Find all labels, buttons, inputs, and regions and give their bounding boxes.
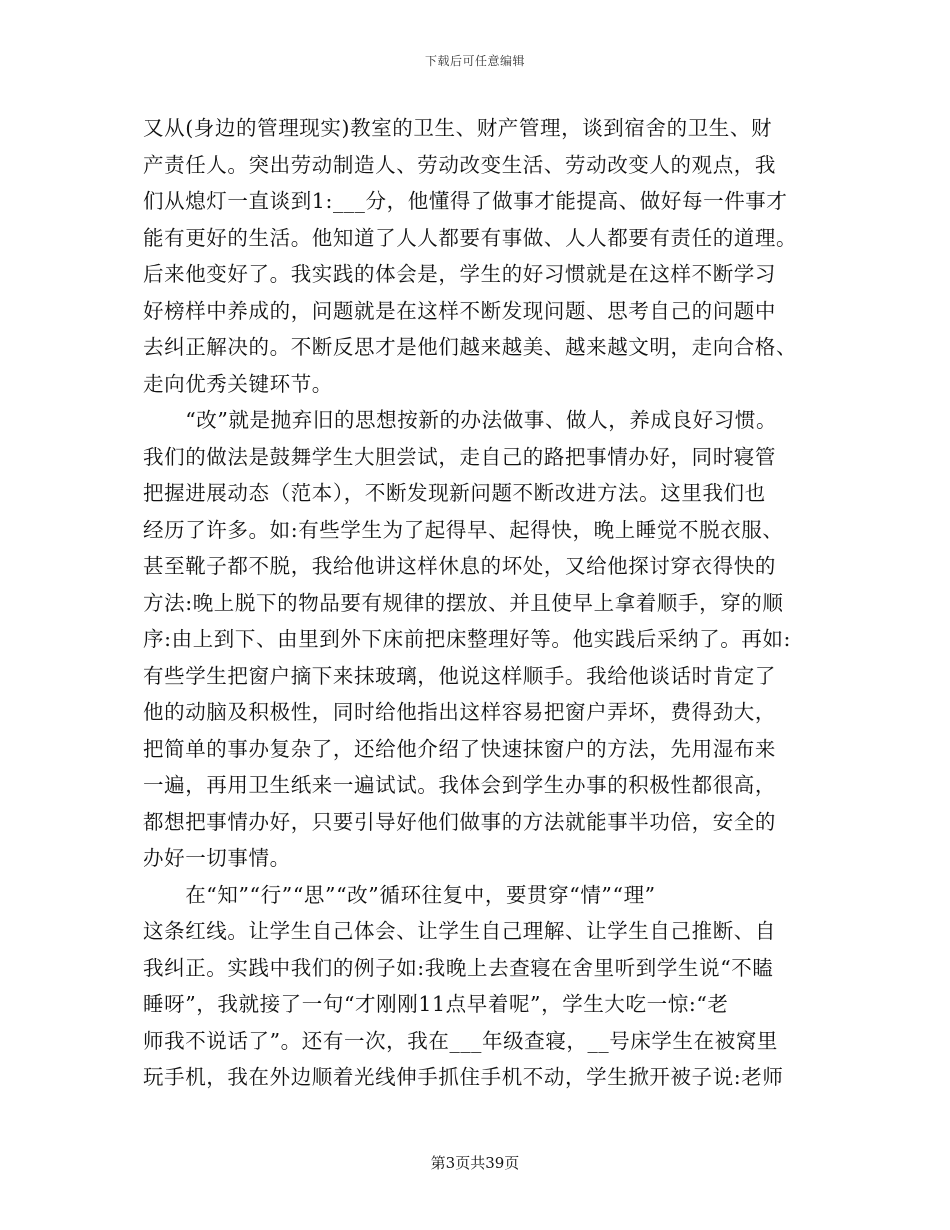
text-line: 产责任人。突出劳动制造人、劳动改变生活、劳动改变人的观点，我 <box>143 152 776 177</box>
text-line: 在“知”“行”“思”“改”循环往复中，要贯穿“情”“理” <box>143 882 656 907</box>
text-line: 后来他变好了。我实践的体会是，学生的好习惯就是在这样不断学习 <box>143 262 776 286</box>
text-line: 玩手机，我在外边顺着光线伸手抓住手机不动，学生掀开被子说:老师 <box>143 1065 784 1089</box>
text-line: 办好一切事情。 <box>143 846 291 870</box>
text-line: 去纠正解决的。不断反思才是他们越来越美、越来越文明，走向合格、 <box>143 335 798 359</box>
text-line: 睡呀”，我就接了一句“才刚刚11点早着呢”，学生大吃一惊:“老 <box>143 992 729 1016</box>
text-line: “改”就是抛弃旧的思想按新的办法做事、做人，养成良好习惯。 <box>143 408 778 432</box>
text-line: 我们的做法是鼓舞学生大胆尝试，走自己的路把事情办好，同时寝管 <box>143 444 776 469</box>
text-line: 甚至靴子都不脱，我给他讲这样休息的坏处，又给他探讨穿衣得快的 <box>143 554 776 578</box>
text-line: 方法:晚上脱下的物品要有规律的摆放、并且使早上拿着顺手，穿的顺 <box>143 590 784 615</box>
text-line: 又从(身边的管理现实)教室的卫生、财产管理，谈到宿舍的卫生、财 <box>143 116 773 140</box>
text-line: 我纠正。实践中我们的例子如:我晚上去查寝在舍里听到学生说“不瞌 <box>143 955 774 980</box>
document-body <box>143 110 823 1096</box>
page-header: 下载后可任意编辑 <box>424 54 525 68</box>
text-line: 好榜样中养成的，问题就是在这样不断发现问题、思考自己的问题中 <box>143 298 776 323</box>
text-line: 都想把事情办好，只要引导好他们做事的方法就能事半功倍，安全的 <box>143 809 776 834</box>
text-line: 把简单的事办复杂了，还给他介绍了快速抹窗户的方法，先用湿布来 <box>143 736 776 761</box>
text-line: 这条红线。让学生自己体会、让学生自己理解、让学生自己推断、自 <box>143 919 776 943</box>
text-line: 师我不说话了”。还有一次，我在___年级查寝，__号床学生在被窝里 <box>143 1028 779 1053</box>
text-line: 序:由上到下、由里到外下床前把床整理好等。他实践后采纳了。再如: <box>143 627 792 651</box>
text-line: 把握进展动态（范本），不断发现新问题不断改进方法。这里我们也 <box>143 481 766 505</box>
text-line: 一遍，再用卫生纸来一遍试试。我体会到学生办事的积极性都很高， <box>143 773 776 797</box>
text-line: 们从熄灯一直谈到1:___分，他懂得了做事才能提高、做好每一件事才 <box>143 189 788 213</box>
text-line: 能有更好的生活。他知道了人人都要有事做、人人都要有责任的道理。 <box>143 225 798 250</box>
text-line: 走向优秀关键环节。 <box>143 371 333 396</box>
text-line: 有些学生把窗户摘下来抹玻璃，他说这样顺手。我给他谈话时肯定了 <box>143 663 776 688</box>
text-line: 经历了许多。如:有些学生为了起得早、起得快，晚上睡觉不脱衣服、 <box>143 517 784 542</box>
page-number: 第3页共39页 <box>430 1154 520 1172</box>
text-line: 他的动脑及积极性，同时给他指出这样容易把窗户弄坏，费得劲大， <box>143 700 776 724</box>
